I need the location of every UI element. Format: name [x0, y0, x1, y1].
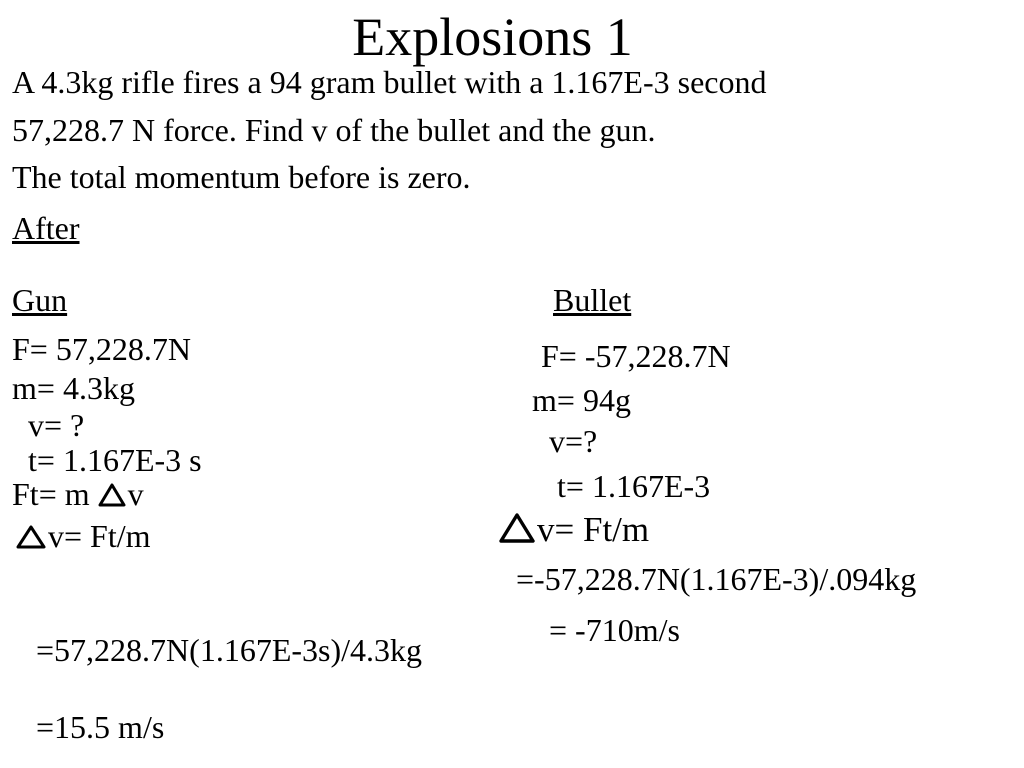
gun-heading: Gun: [12, 282, 68, 318]
bullet-force: F= -57,228.7N: [541, 338, 731, 374]
bullet-result: = -710m/s: [549, 612, 680, 648]
after-label: After: [12, 210, 80, 246]
bullet-mass: m= 94g: [532, 382, 631, 418]
problem-line-2: 57,228.7 N force. Find v of the bullet and the gun.: [12, 112, 656, 148]
gun-velocity: v= ?: [28, 407, 85, 443]
gun-impulse-left: Ft= m: [12, 476, 98, 512]
gun-substitution: =57,228.7N(1.167E-3s)/4.3kg: [36, 632, 423, 668]
problem-line-1: A 4.3kg rifle fires a 94 gram bullet with a 1.167E-3 second: [12, 64, 767, 100]
bullet-velocity: v=?: [549, 423, 598, 459]
delta-icon: [499, 513, 535, 543]
slide-title: Explosions 1: [352, 7, 633, 67]
gun-delta-equation: [16, 520, 151, 552]
gun-delta-text: v= Ft/m: [48, 518, 151, 554]
gun-force: F= 57,228.7N: [12, 331, 191, 367]
problem-line-3: The total momentum before is zero.: [12, 159, 471, 195]
bullet-delta-equation: [499, 512, 649, 547]
bullet-delta-text: v= Ft/m: [537, 510, 650, 549]
delta-icon: [98, 483, 126, 507]
bullet-time: t= 1.167E-3: [557, 468, 711, 504]
gun-impulse-right: v: [127, 476, 144, 512]
delta-icon: [16, 525, 46, 549]
gun-result: =15.5 m/s: [36, 709, 165, 745]
gun-mass: m= 4.3kg: [12, 370, 135, 406]
bullet-heading: Bullet: [553, 282, 632, 318]
gun-time: t= 1.167E-3 s: [28, 442, 202, 478]
bullet-substitution: =-57,228.7N(1.167E-3)/.094kg: [516, 561, 917, 597]
gun-impulse-equation: [12, 478, 144, 510]
